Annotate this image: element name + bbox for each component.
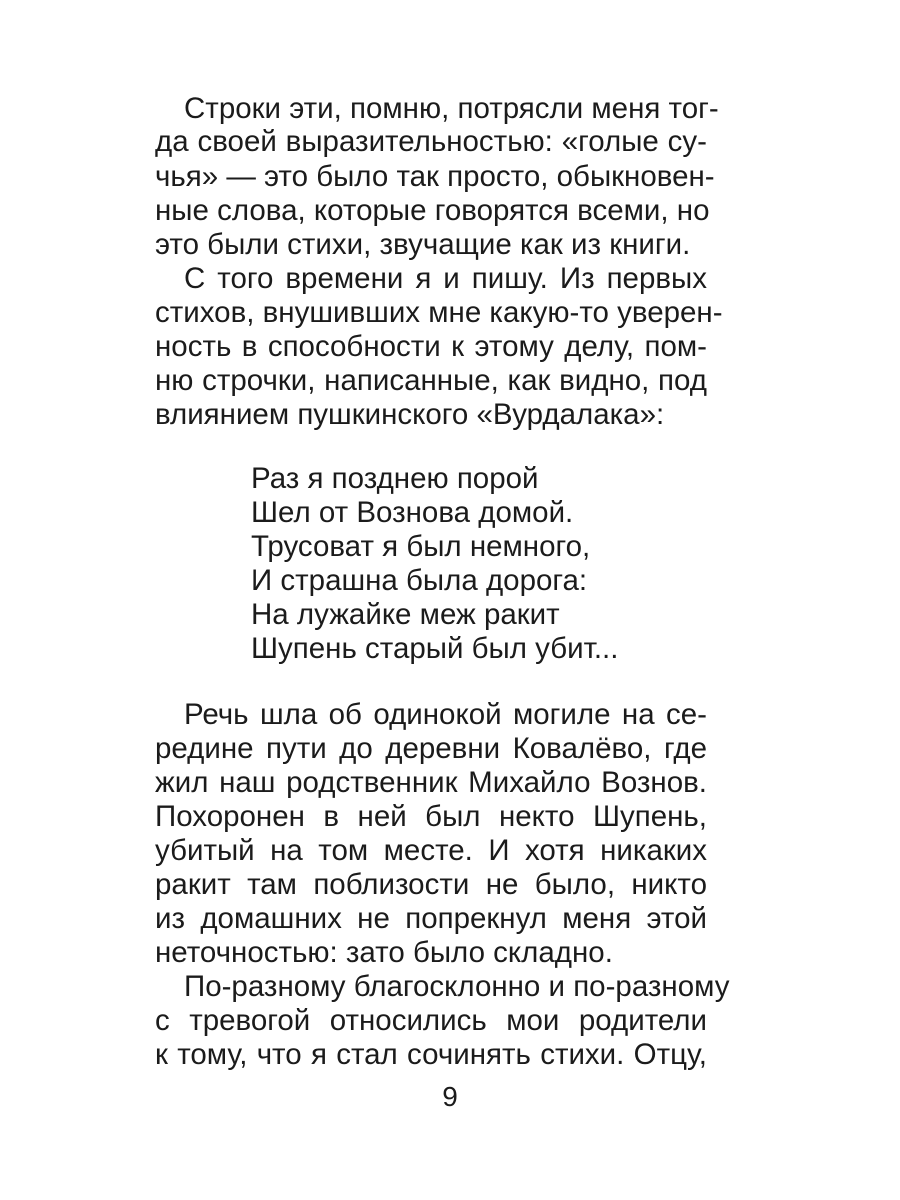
text-line: жил наш родственник Михайло Вознов. (155, 766, 707, 799)
text-line: да своей выразительностью: «голые су- (155, 125, 707, 158)
text-line: редине пути до деревни Ковалёво, где (155, 732, 707, 765)
page-number: 9 (442, 1081, 458, 1112)
text-line: ракит там поблизости не было, никто (155, 868, 707, 901)
text-line: С того времени я и пишу. Из первых (184, 262, 707, 295)
text-line: с тревогой относились мои родители (155, 1004, 707, 1037)
verse-line: Шупень старый был убит... (251, 632, 619, 665)
text-line: Похоронен в ней был некто Шупень, (155, 800, 707, 833)
verse-line: На лужайке меж ракит (251, 598, 560, 631)
text-line: ность в способности к этому делу, пом- (155, 330, 707, 363)
text-line: ню строчки, написанные, как видно, под (155, 364, 707, 397)
text-line: Строки эти, помню, потрясли меня тог- (184, 92, 719, 125)
text-line: влиянием пушкинского «Вурдалака»: (155, 398, 665, 431)
text-line: к тому, что я стал сочинять стихи. Отцу, (155, 1038, 707, 1071)
text-line: ные слова, которые говорятся всеми, но (155, 194, 710, 227)
verse-line: Трусоват я был немного, (251, 530, 591, 563)
text-line: По-разному благосклонно и по-разному (184, 970, 730, 1003)
verse-line: Шел от Вознова домой. (251, 496, 574, 529)
text-line: это были стихи, звучащие как из книги. (155, 228, 691, 261)
text-line: из домашних не попрекнул меня этой (155, 902, 707, 935)
text-line: стихов, внушивших мне какую-то уверен- (155, 296, 723, 329)
verse-line: И страшна была дорога: (251, 564, 588, 597)
text-line: убитый на том месте. И хотя никаких (155, 834, 707, 867)
text-line: неточностью: зато было складно. (155, 936, 613, 969)
verse-line: Раз я позднею порой (251, 462, 539, 495)
text-line: чья» — это было так просто, обыкновен- (155, 160, 715, 193)
text-line: Речь шла об одинокой могиле на се- (184, 698, 707, 731)
